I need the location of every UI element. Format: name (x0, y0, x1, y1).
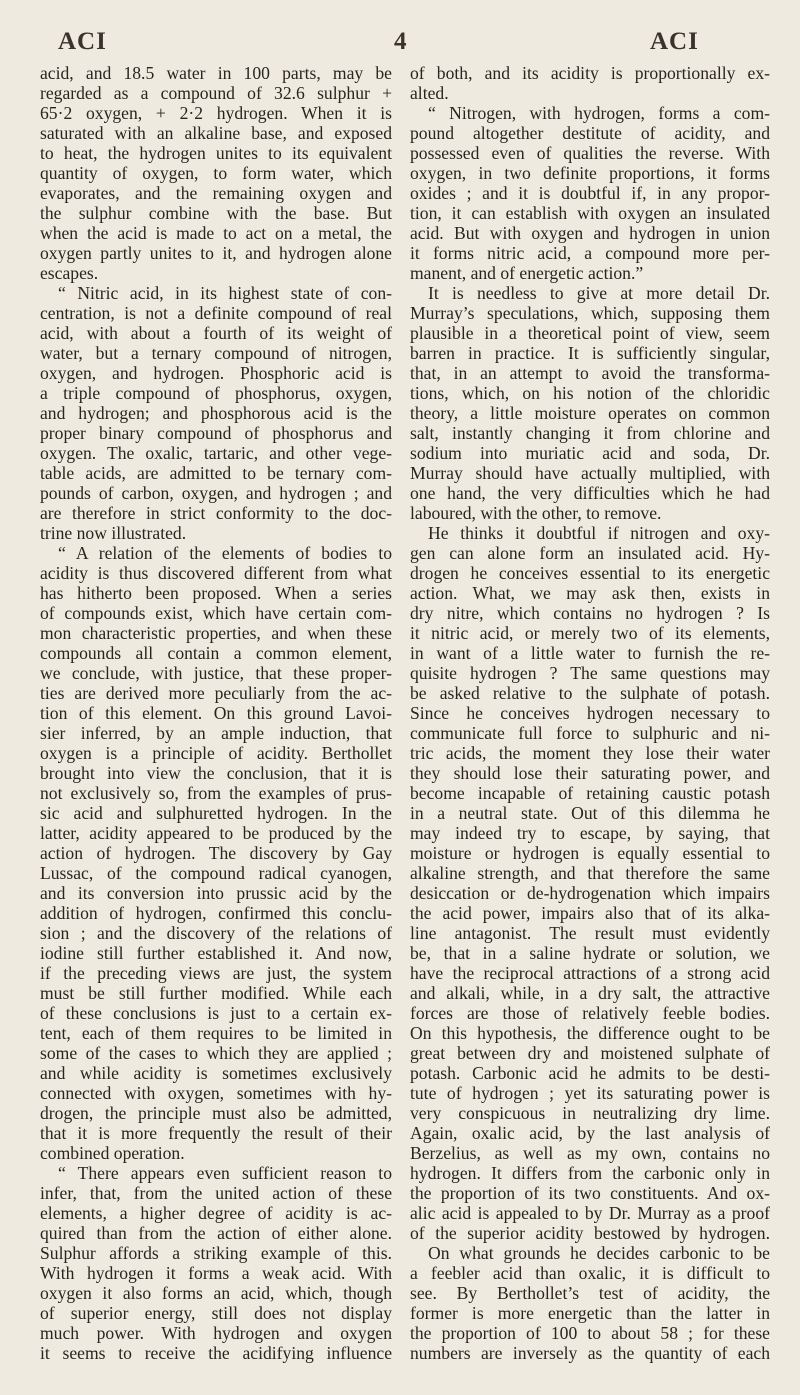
text-line: iodine still further established it. And now, (40, 943, 392, 963)
text-line: tent, each of them requires to be limited in (40, 1023, 392, 1043)
text-line: acid, with about a fourth of its weight of (40, 323, 392, 343)
text-line: barren in practice. It is sufficiently singular, (410, 343, 770, 363)
text-line: line antagonist. The result must evidently (410, 923, 770, 943)
text-line: water, but a ternary compound of nitrogen, (40, 343, 392, 363)
text-line: be asked relative to the sulphate of potash. (410, 683, 770, 703)
text-line: mon characteristic properties, and when these (40, 623, 392, 643)
text-line: escapes. (40, 263, 99, 283)
page-number: 4 (394, 28, 408, 55)
text-line: oxygen. The oxalic, tartaric, and other vege- (40, 443, 392, 463)
text-line: we conclude, with justice, that these proper- (40, 663, 392, 683)
text-line: Murray’s speculations, which, supposing them (410, 303, 770, 323)
text-line: become incapable of retaining caustic potash (410, 783, 770, 803)
text-line: have the reciprocal attractions of a strong acid (410, 963, 770, 983)
running-head-left: ACI (58, 28, 107, 55)
text-line: tric acids, the moment they lose their water (410, 743, 770, 763)
text-line: acid. But with oxygen and hydrogen in union (410, 223, 770, 243)
text-line: alted. (410, 83, 449, 103)
text-line: infer, that, from the united action of these (40, 1183, 392, 1203)
text-line: He thinks it doubtful if nitrogen and oxy- (428, 523, 770, 543)
text-line: drogen, the principle must also be admitted, (40, 1103, 392, 1123)
text-line: salt, instantly changing it from chlorine and (410, 423, 770, 443)
text-line: “ A relation of the elements of bodies to (58, 543, 392, 563)
text-line: has hitherto been proposed. When a series (40, 583, 392, 603)
text-column-right (410, 63, 770, 1363)
text-line: desiccation or de-hydrogenation which impairs (410, 883, 770, 903)
text-line: some of the cases to which they are applied ; (40, 1043, 392, 1063)
text-line: compounds all contain a common element, (40, 643, 392, 663)
text-line: elements, a higher degree of acidity is ac- (40, 1203, 392, 1223)
text-line: It is needless to give at more detail Dr. (428, 283, 770, 303)
text-line: the sulphur combine with the base. But (40, 203, 392, 223)
text-line: former is more energetic than the latter in (410, 1303, 770, 1323)
text-line: regarded as a compound of 32.6 sulphur + (40, 83, 392, 103)
text-line: the proportion of 100 to about 58 ; for these (410, 1323, 770, 1343)
text-line: oxygen partly unites to it, and hydrogen alone (40, 243, 392, 263)
text-line: Berzelius, as well as my own, contains no (410, 1143, 770, 1163)
text-line: brought into view the conclusion, that it is (40, 763, 392, 783)
text-line: not exclusively so, from the examples of prus- (40, 783, 392, 803)
text-line: it nitric acid, or merely two of its elements, (410, 623, 770, 643)
text-line: On this hypothesis, the difference ought to be (410, 1023, 770, 1043)
text-line: proper binary compound of phosphorus and (40, 423, 392, 443)
text-line: in want of a little water to furnish the re- (410, 643, 770, 663)
text-line: the acid power, impairs also that of its alka- (410, 903, 770, 923)
text-line: 65·2 oxygen, + 2·2 hydrogen. When it is (40, 103, 392, 123)
text-line: possessed even of qualities the reverse. With (410, 143, 770, 163)
text-line: that it is more frequently the result of their (40, 1123, 392, 1143)
text-line: table acids, are admitted to be ternary com- (40, 463, 392, 483)
text-line: are therefore in strict conformity to the doc- (40, 503, 392, 523)
text-line: a triple compound of phosphorus, oxygen, (40, 383, 392, 403)
text-line: alic acid is appealed to by Dr. Murray as a proof (410, 1203, 770, 1223)
text-line: manent, and of energetic action.” (410, 263, 644, 283)
text-line: acidity is thus discovered different from what (40, 563, 392, 583)
text-line: in a neutral state. Out of this dilemma he (410, 803, 770, 823)
text-line: of the superior acidity bestowed by hydrogen. (410, 1223, 770, 1243)
text-line: connected with oxygen, sometimes with hy- (40, 1083, 392, 1103)
text-line: be, that in a saline hydrate or solution, we (410, 943, 770, 963)
text-line: quisite hydrogen ? The same questions may (410, 663, 770, 683)
text-line: dry nitre, which contains no hydrogen ? Is (410, 603, 770, 623)
running-head-right: ACI (650, 28, 699, 55)
text-line: tion of this element. On this ground Lavoi- (40, 703, 392, 723)
text-line: “ Nitric acid, in its highest state of con- (58, 283, 392, 303)
text-line: On what grounds he decides carbonic to be (428, 1243, 770, 1263)
text-line: it seems to receive the acidifying influence (40, 1343, 392, 1363)
text-line: Again, oxalic acid, by the last analysis of (410, 1123, 770, 1143)
text-line: quired than from the action of either alone. (40, 1223, 392, 1243)
text-line: moisture or hydrogen is equally essential to (410, 843, 770, 863)
text-line: drogen he conceives essential to its energetic (410, 563, 770, 583)
text-line: oxygen is a principle of acidity. Berthollet (40, 743, 392, 763)
text-line: forces are those of relatively feeble bodies. (410, 1003, 770, 1023)
text-line: Murray should have actually multiplied, with (410, 463, 770, 483)
text-line: Sulphur affords a striking example of this. (40, 1243, 392, 1263)
text-line: the proportion of its two constituents. And ox- (410, 1183, 770, 1203)
text-line: sic acid and sulphuretted hydrogen. In the (40, 803, 392, 823)
text-line: latter, acidity appeared to be produced by the (40, 823, 392, 843)
text-line: numbers are inversely as the quantity of each (410, 1343, 770, 1363)
text-line: may indeed try to escape, by saying, that (410, 823, 770, 843)
text-line: sier inferred, by an ample induction, that (40, 723, 392, 743)
text-line: quantity of oxygen, to form water, which (40, 163, 392, 183)
text-line: to heat, the hydrogen unites to its equivalent (40, 143, 392, 163)
text-line: and while acidity is sometimes exclusively (40, 1063, 392, 1083)
text-line: Since he conceives hydrogen necessary to (410, 703, 770, 723)
text-line: sodium into muriatic acid and soda, Dr. (410, 443, 770, 463)
text-line: pounds of carbon, oxygen, and hydrogen ; and (40, 483, 392, 503)
text-line: a feebler acid than oxalic, it is difficult to (410, 1263, 770, 1283)
text-column-left (40, 63, 392, 1363)
text-line: potash. Carbonic acid he admits to be desti- (410, 1063, 770, 1083)
text-line: acid, and 18.5 water in 100 parts, may be (40, 63, 392, 83)
text-line: laboured, with the other, to remove. (410, 503, 662, 523)
text-line: great between dry and moistened sulphate of (410, 1043, 770, 1063)
text-line: centration, is not a definite compound of real (40, 303, 392, 323)
text-line: sion ; and the discovery of the relations of (40, 923, 392, 943)
text-line: oxygen it also forms an acid, which, though (40, 1283, 392, 1303)
text-line: of compounds exist, which have certain com- (40, 603, 392, 623)
text-line: oxygen, in two definite proportions, it forms (410, 163, 770, 183)
text-line: hydrogen. It differs from the carbonic only in (410, 1163, 770, 1183)
text-line: addition of hydrogen, confirmed this conclu- (40, 903, 392, 923)
text-line: gen can alone form an insulated acid. Hy- (410, 543, 770, 563)
text-line: oxides ; and it is doubtful if, in any propor- (410, 183, 770, 203)
text-line: and alkali, while, in a dry salt, the attractive (410, 983, 770, 1003)
text-line: of superior energy, still does not display (40, 1303, 392, 1323)
text-line: evaporates, and the remaining oxygen and (40, 183, 392, 203)
text-line: communicate full force to sulphuric and ni- (410, 723, 770, 743)
text-line: much power. With hydrogen and oxygen (40, 1323, 392, 1343)
text-line: plausible in a theoretical point of view, seem (410, 323, 770, 343)
text-line: alkaline strength, and that therefore the same (410, 863, 770, 883)
text-line: when the acid is made to act on a metal, the (40, 223, 392, 243)
text-line: see. By Berthollet’s test of acidity, the (410, 1283, 770, 1303)
text-line: it forms nitric acid, a compound more per- (410, 243, 770, 263)
text-line: pound altogether destitute of acidity, and (410, 123, 770, 143)
text-line: action of hydrogen. The discovery by Gay (40, 843, 392, 863)
text-line: “ There appears even sufficient reason to (58, 1163, 392, 1183)
text-line: if the preceding views are just, the system (40, 963, 392, 983)
text-line: “ Nitrogen, with hydrogen, forms a com- (428, 103, 770, 123)
text-line: combined operation. (40, 1143, 185, 1163)
text-line: tion, it can establish with oxygen an insulated (410, 203, 770, 223)
text-line: With hydrogen it forms a weak acid. With (40, 1263, 392, 1283)
text-line: Lussac, of the compound radical cyanogen, (40, 863, 392, 883)
text-line: theory, a little moisture operates on common (410, 403, 770, 423)
text-line: tute of hydrogen ; yet its saturating power is (410, 1083, 770, 1103)
text-line: oxygen, and hydrogen. Phosphoric acid is (40, 363, 392, 383)
text-line: must be still further modified. While each (40, 983, 392, 1003)
text-line: and its conversion into prussic acid by the (40, 883, 392, 903)
text-line: of these conclusions is just to a certain ex- (40, 1003, 392, 1023)
text-line: and hydrogen; and phosphorous acid is the (40, 403, 392, 423)
text-line: action. What, we may ask then, exists in (410, 583, 770, 603)
text-line: very conspicuous in neutralizing dry lime. (410, 1103, 770, 1123)
text-line: trine now illustrated. (40, 523, 187, 543)
text-line: ties are derived more peculiarly from the ac- (40, 683, 392, 703)
text-line: they should lose their saturating power, and (410, 763, 770, 783)
text-line: one hand, the very difficulties which he had (410, 483, 770, 503)
text-line: saturated with an alkaline base, and exposed (40, 123, 392, 143)
text-line: tions, which, on his notion of the chloridic (410, 383, 770, 403)
text-line: of both, and its acidity is proportionally ex- (410, 63, 770, 83)
text-line: that, in an attempt to avoid the transforma- (410, 363, 770, 383)
